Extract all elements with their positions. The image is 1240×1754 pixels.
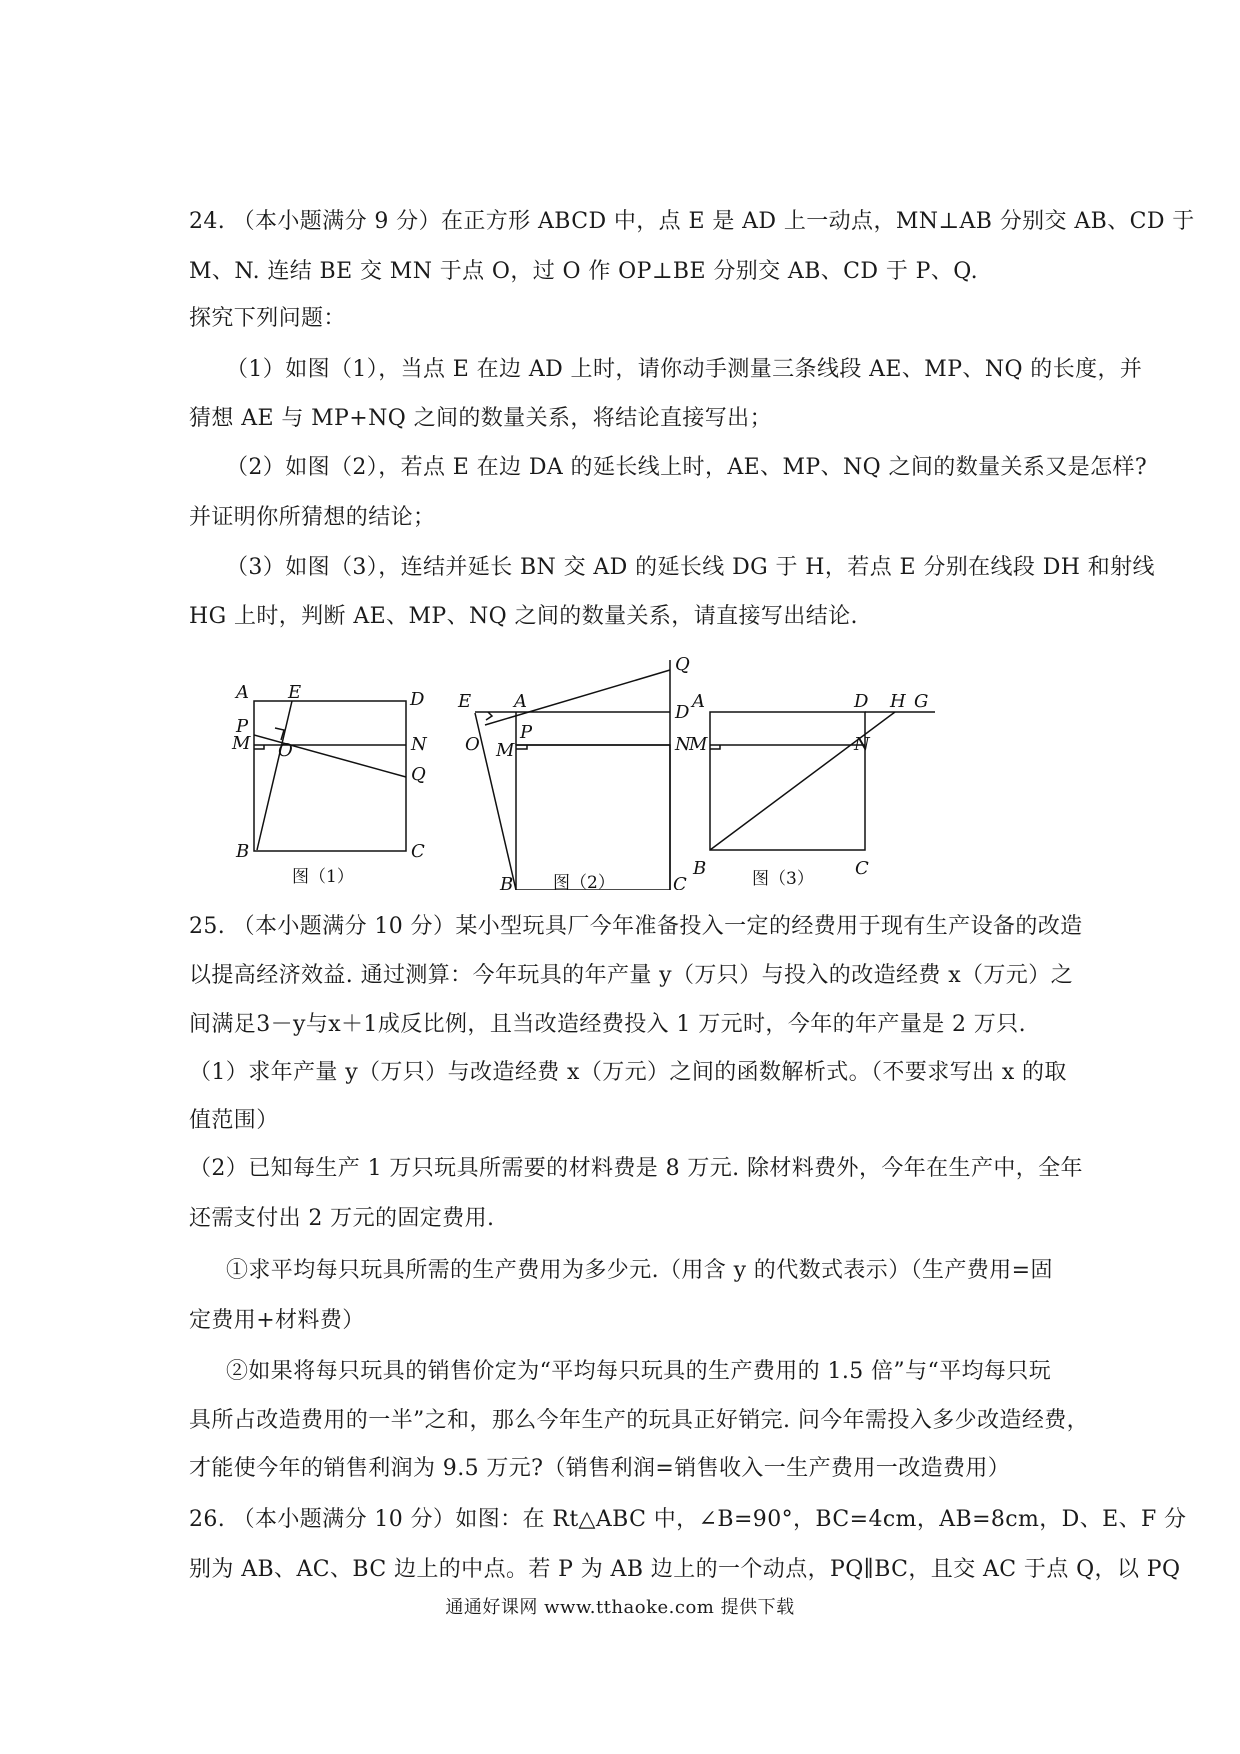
fig3-caption: 图（3） bbox=[752, 869, 814, 889]
fig2-lower-rect bbox=[516, 745, 670, 890]
fig3-label-g: G bbox=[914, 691, 929, 712]
fig1-square bbox=[254, 701, 406, 851]
q25-line-1: 25. （本小题满分 10 分）某小型玩具厂今年准备投入一定的经费用于现有生产设备的改造 bbox=[189, 914, 1083, 939]
q25-line-7: 还需支付出 2 万元的固定费用. bbox=[189, 1206, 495, 1231]
fig3-label-d: D bbox=[854, 691, 869, 712]
fig1-label-q: Q bbox=[411, 764, 426, 785]
fig2-label-d: D bbox=[675, 702, 690, 723]
q25-line-6: （2）已知每生产 1 万只玩具所需要的材料费是 8 万元. 除材料费外，今年在生产中，全年 bbox=[189, 1156, 1083, 1181]
fig1-caption: 图（1） bbox=[292, 867, 354, 887]
fig1-label-m: M bbox=[232, 733, 251, 754]
fig1-label-o: O bbox=[278, 740, 293, 761]
fig2-caption: 图（2） bbox=[553, 873, 615, 890]
fig2-label-m: M bbox=[496, 740, 515, 761]
fig1-line-pq bbox=[254, 735, 406, 777]
q25-line-4: （1）求年产量 y（万只）与改造经费 x（万元）之间的函数解析式。（不要求写出 x 的取 bbox=[189, 1060, 1067, 1085]
q26-line-2: 别为 AB、AC、BC 边上的中点。若 P 为 AB 边上的一个动点，PQ∥BC，且交 AC 于点 Q，以 PQ bbox=[189, 1557, 1181, 1582]
q25-line-12: 才能使今年的销售利润为 9.5 万元?（销售利润=销售收入一生产费用一改造费用） bbox=[189, 1456, 1011, 1481]
fig2-line-oq bbox=[485, 670, 670, 725]
fig1-label-e: E bbox=[288, 682, 302, 703]
fig1-label-a: A bbox=[236, 682, 249, 703]
q26-line-1: 26. （本小题满分 10 分）如图：在 Rt△ABC 中，∠B=90°，BC=4cm，AB=8cm，D、E、F 分 bbox=[189, 1507, 1187, 1532]
q24-line-5: 猜想 AE 与 MP+NQ 之间的数量关系，将结论直接写出； bbox=[189, 406, 772, 431]
fig2-label-c: C bbox=[673, 874, 687, 890]
q24-line-1: 24. （本小题满分 9 分）在正方形 ABCD 中，点 E 是 AD 上一动点，MN⊥AB 分别交 AB、CD 于 bbox=[189, 209, 1195, 234]
fig1-label-d: D bbox=[410, 689, 425, 710]
q25-line-11: 具所占改造费用的一半”之和，那么今年生产的玩具正好销完. 问今年需投入多少改造经费， bbox=[189, 1408, 1090, 1433]
fig3-label-h: H bbox=[890, 691, 906, 712]
fig1-label-n: N bbox=[411, 734, 427, 755]
fig3-line-bh bbox=[710, 712, 895, 850]
geometry-figures bbox=[230, 650, 1010, 890]
q24-line-3: 探究下列问题： bbox=[189, 306, 346, 331]
fig3-square bbox=[710, 712, 865, 850]
fig2-label-q: Q bbox=[675, 654, 690, 675]
fig3-label-m: M bbox=[689, 734, 708, 755]
q24-line-9: HG 上时，判断 AE、MP、NQ 之间的数量关系，请直接写出结论. bbox=[189, 604, 858, 629]
page-footer: 通通好课网 www.tthaoke.com 提供下载 bbox=[445, 1597, 795, 1618]
fig3-label-b: B bbox=[693, 858, 707, 879]
fig3-label-c: C bbox=[855, 858, 869, 879]
fig1-label-c: C bbox=[411, 841, 425, 862]
q24-line-6: （2）如图（2），若点 E 在边 DA 的延长线上时，AE、MP、NQ 之间的数量关系又是怎样? bbox=[226, 455, 1148, 480]
q25-line-3: 间满足3－y与x＋1成反比例，且当改造经费投入 1 万元时，今年的年产量是 2 万只. bbox=[189, 1012, 1026, 1037]
fig2-label-b: B bbox=[500, 874, 514, 890]
q25-line-2: 以提高经济效益. 通过测算：今年玩具的年产量 y（万只）与投入的改造经费 x（万元）之 bbox=[189, 963, 1074, 988]
fig2-label-o: O bbox=[465, 734, 480, 755]
fig3-label-n: N bbox=[854, 734, 870, 755]
fig2-label-e: E bbox=[458, 691, 472, 712]
figures-svg bbox=[230, 650, 1010, 890]
fig2-label-p: P bbox=[520, 722, 533, 743]
q25-line-10: ②如果将每只玩具的销售价定为“平均每只玩具的生产费用的 1.5 倍”与“平均每只玩 bbox=[226, 1359, 1052, 1384]
fig2-right-angle-o bbox=[486, 712, 492, 720]
q25-line-5: 值范围） bbox=[189, 1108, 279, 1133]
fig3-label-a: A bbox=[692, 691, 705, 712]
q24-line-7: 并证明你所猜想的结论； bbox=[189, 505, 436, 530]
fig1-label-p: P bbox=[236, 716, 249, 737]
q24-line-4: （1）如图（1），当点 E 在边 AD 上时，请你动手测量三条线段 AE、MP、NQ 的长度，并 bbox=[226, 357, 1143, 382]
fig1-line-be bbox=[257, 701, 292, 850]
fig2-label-a: A bbox=[514, 691, 527, 712]
fig2-label-n: N bbox=[675, 734, 691, 755]
q25-line-8: ①求平均每只玩具所需的生产费用为多少元.（用含 y 的代数式表示）（生产费用=固 bbox=[226, 1258, 1053, 1283]
q25-line-9: 定费用+材料费） bbox=[189, 1308, 365, 1333]
fig1-label-b: B bbox=[236, 841, 250, 862]
q24-line-8: （3）如图（3），连结并延长 BN 交 AD 的延长线 DG 于 H，若点 E 分别在线段 DH 和射线 bbox=[226, 555, 1155, 580]
q24-line-2: M、N. 连结 BE 交 MN 于点 O，过 O 作 OP⊥BE 分别交 AB、CD 于 P、Q. bbox=[189, 259, 978, 284]
